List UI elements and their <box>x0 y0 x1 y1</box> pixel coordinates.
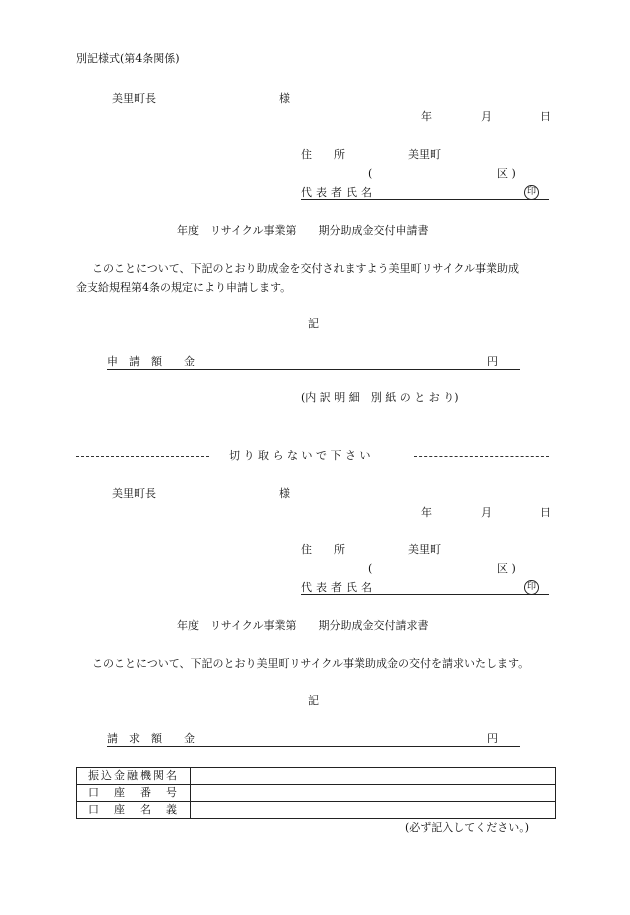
date-month: 月 <box>481 110 492 123</box>
cut-line-text: 切 り 取 ら な い で 下 さ い <box>229 449 371 462</box>
claim-amount-label: 請 求 額 金 <box>107 732 195 745</box>
ki-heading: 記 <box>308 694 319 707</box>
yen-unit: 円 <box>487 355 498 368</box>
account-holder-label: 口 座 名 義 <box>77 802 191 819</box>
honorific: 様 <box>279 92 290 105</box>
claim-title: 年度 リサイクル事業第 期分助成金交付請求書 <box>177 619 429 632</box>
claim-body: このことについて、下記のとおり美里町リサイクル事業助成金の交付を請求いたします。 <box>92 657 530 670</box>
representative-label: 代表者氏名 <box>301 186 376 199</box>
date-day: 日 <box>540 506 551 519</box>
cut-line-left <box>76 456 209 457</box>
date-year: 年 <box>421 110 432 123</box>
yen-unit: 円 <box>487 732 498 745</box>
date-day: 日 <box>540 110 551 123</box>
breakdown-note: (内 訳 明 細 別 紙 の と お り) <box>301 391 459 404</box>
application-body-line1: このことについて、下記のとおり助成金を交付されますよう美里町リサイクル事業助成 <box>92 262 520 275</box>
table-row <box>77 802 556 819</box>
address-paren-open: ( <box>368 167 373 180</box>
date-month: 月 <box>481 506 492 519</box>
address-value: 美里町 <box>408 148 441 161</box>
application-title: 年度 リサイクル事業第 期分助成金交付申請書 <box>177 224 429 237</box>
account-holder-field[interactable] <box>191 802 556 819</box>
cut-line-right <box>414 456 549 457</box>
table-row <box>77 785 556 802</box>
seal-mark: 印 <box>524 580 539 595</box>
bank-account-table <box>76 767 556 819</box>
address-label: 住 所 <box>301 543 345 556</box>
bank-name-label: 振込金融機関名 <box>77 768 191 785</box>
address-ward: 区 ) <box>497 167 516 180</box>
bank-name-field[interactable] <box>191 768 556 785</box>
addressee: 美里町長 <box>112 92 156 105</box>
address-ward: 区 ) <box>497 562 516 575</box>
account-number-label: 口 座 番 号 <box>77 785 191 802</box>
address-value: 美里町 <box>408 543 441 556</box>
account-number-field[interactable] <box>191 785 556 802</box>
application-amount-label: 申 請 額 金 <box>107 355 195 368</box>
address-label: 住 所 <box>301 148 345 161</box>
amount-underline <box>107 369 520 370</box>
date-year: 年 <box>421 506 432 519</box>
amount-underline <box>107 746 520 747</box>
honorific: 様 <box>279 487 290 500</box>
representative-underline <box>301 199 549 200</box>
table-row <box>77 768 556 785</box>
representative-underline <box>301 594 549 595</box>
application-body-line2: 金支給規程第4条の規定により申請します。 <box>76 281 292 294</box>
addressee: 美里町長 <box>112 487 156 500</box>
ki-heading: 記 <box>308 317 319 330</box>
required-note: (必ず記入してください。) <box>405 821 530 834</box>
seal-mark: 印 <box>524 185 539 200</box>
representative-label: 代表者氏名 <box>301 581 376 594</box>
address-paren-open: ( <box>368 562 373 575</box>
form-label: 別記様式(第4条関係) <box>76 52 180 65</box>
